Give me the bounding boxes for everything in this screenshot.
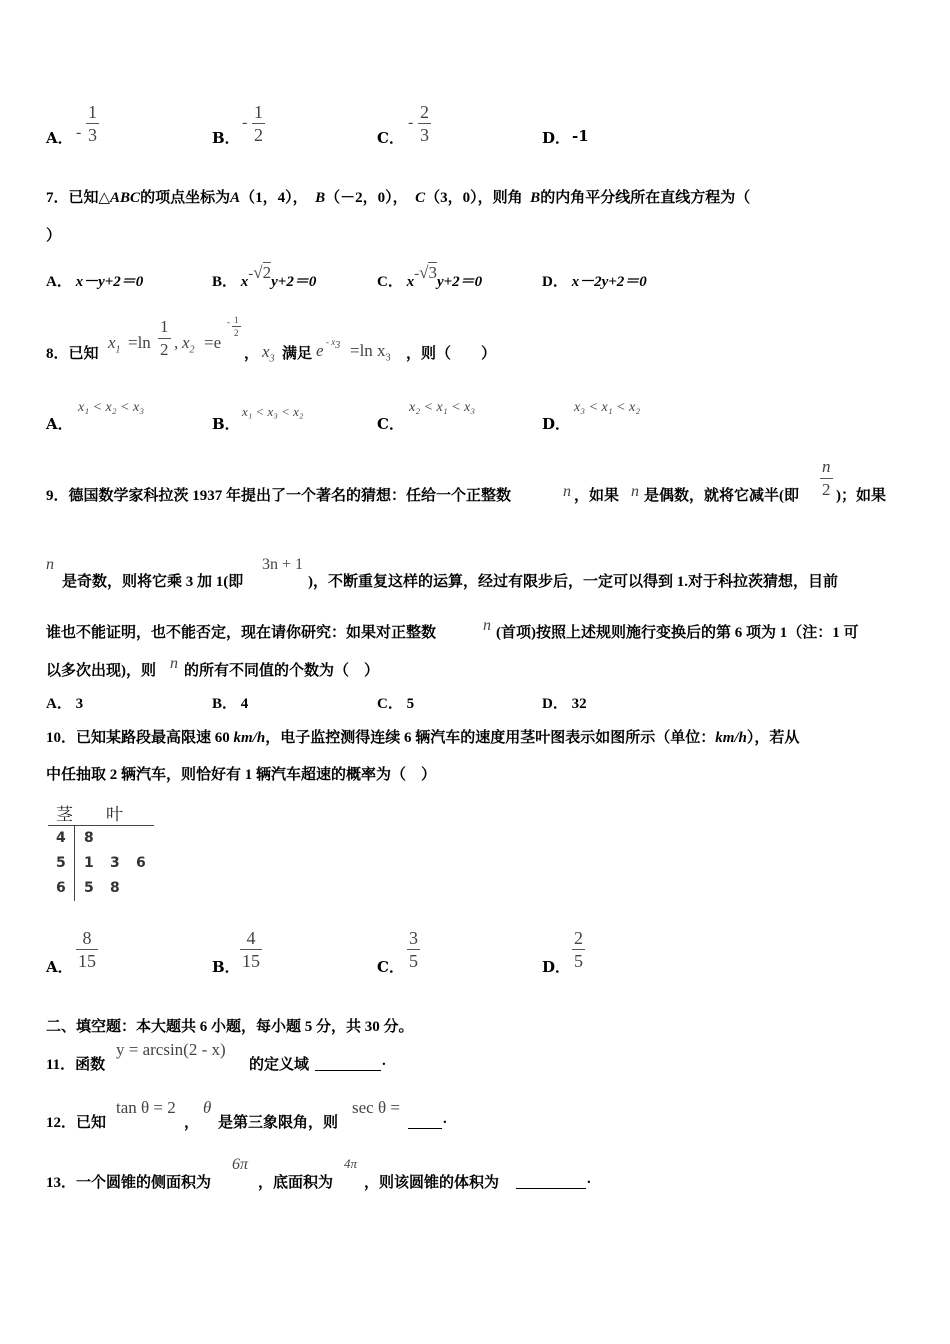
q7-opt-a-label: A． — [46, 274, 72, 290]
q7-opt-c-rest: y+2＝0 — [436, 274, 483, 290]
q13-prefix: 13．一个圆锥的侧面积为 — [46, 1175, 212, 1191]
leaf-value: 6 — [136, 855, 146, 871]
q11-answer-blank[interactable] — [315, 1050, 381, 1071]
q8-options — [46, 398, 906, 438]
q12-theta: θ — [203, 1098, 212, 1117]
q9-half-fraction: n 2 — [822, 457, 831, 499]
q8-opt-a-label: A． — [46, 415, 73, 433]
header-divider — [48, 825, 154, 826]
q10-line2: 中任抽取 2 辆汽车，则恰好有 1 辆汽车超速的概率为（ ） — [46, 767, 437, 783]
q9-n: n — [563, 483, 571, 500]
q6-opt-b-fraction — [252, 102, 265, 145]
q7-opt-b-x: x — [240, 274, 249, 290]
q9-text-line3b: (首项)按照上述规则施行变换后的第 6 项为 1（注：1 可 — [496, 625, 859, 641]
q10-opt-a-fraction: 8 15 — [78, 928, 96, 971]
q9-line4-n: n — [170, 655, 178, 672]
q12-prefix: 12．已知 — [46, 1115, 107, 1131]
q7-opt-b-label: B． — [212, 274, 238, 290]
q8-eq2: =e — [204, 333, 222, 352]
q8-x3: $x_3$ — [262, 342, 275, 365]
q7-coord-a: （1，4）， — [240, 190, 308, 206]
leaf-value: 3 — [110, 855, 120, 871]
q7-opt-b-minus: - — [248, 266, 254, 282]
q9-text-line4a: 以多次出现)，则 — [46, 663, 156, 679]
q9-line4 — [46, 655, 916, 685]
numerator: 2 — [420, 102, 429, 122]
q10-opt-a-label: A． — [46, 958, 73, 976]
q8-sep: ， — [244, 346, 260, 362]
q11-expr: y = arcsin(2 - x) — [116, 1040, 226, 1059]
q6-opt-a-sign: - — [76, 124, 82, 141]
q7-opt-b-rest: y+2＝0 — [271, 274, 317, 290]
q10-line1: 10．已知某路段最高限速 60 km/h，电子监控测得连续 6 辆汽车的速度用茎叶图表示如图所示（单位：km/h），若从 — [46, 730, 800, 746]
q7-coord-b: （－2，0）， — [325, 190, 408, 206]
q8-opt-b-label: B． — [212, 415, 240, 433]
q10-opt-c-label: C． — [377, 958, 404, 976]
leaf-value: 8 — [84, 830, 94, 846]
q9-text-a: 9．德国数学家科拉茨 1937 年提出了一个著名的猜想：任给一个正整数 — [46, 488, 512, 504]
q7-text: 的项点坐标为 — [140, 190, 231, 206]
q8-end: ，则（ ） — [406, 346, 497, 362]
q7-opt-b — [212, 263, 317, 291]
q12-line — [46, 1098, 546, 1132]
q10-unit: km/h — [233, 730, 266, 746]
q9-opt-d: D． 32 — [542, 696, 587, 712]
q7-point-b: B — [315, 190, 326, 206]
denominator: 3 — [88, 125, 97, 145]
q7-point-c: C — [415, 190, 426, 206]
q6-opt-c-sign: - — [408, 114, 414, 131]
section2-title: 二、填空题：本大题共 6 小题，每小题 5 分，共 30 分。 — [46, 1019, 414, 1035]
leaf-value: 5 — [84, 880, 94, 896]
q9-text-repeat: )，不断重复这样的运算，经过有限步后，一定可以得到 1.对于科拉茨猜想，目前 — [308, 574, 838, 590]
q6-opt-c-fraction — [418, 102, 431, 145]
stem-value: 5 — [56, 855, 66, 871]
q8-e2: e — [316, 341, 324, 360]
stem-header: 茎 — [56, 805, 73, 825]
q9-text-line3a: 谁也不能证明，也不能否定，现在请你研究：如果对正整数 — [46, 625, 437, 641]
sqrt-icon: √2 — [253, 263, 272, 282]
q8-exp-sign: - — [227, 317, 230, 327]
q7-opt-d — [542, 270, 647, 291]
q6-opt-b-label: B． — [212, 129, 240, 147]
q9-line3-n: n — [483, 617, 491, 634]
q10-opt-d-fraction: 2 5 — [574, 928, 583, 971]
q7-abc: ABC — [110, 190, 141, 206]
q12-expr2: sec θ = — [352, 1098, 400, 1117]
q9-opt-c: C． 5 — [377, 696, 415, 712]
q8-opt-d: x₃ < x₁ < x₂ — [574, 400, 641, 415]
q6-opt-a-label: A． — [46, 129, 73, 147]
q7-opt-c — [377, 263, 483, 291]
q8-exp-fraction: 1 2 — [234, 315, 239, 338]
q11-post: 的定义域 — [249, 1057, 310, 1073]
q11-prefix: 11．函数 — [46, 1057, 106, 1073]
q8-eq3: =ln $x_3$ — [350, 341, 391, 364]
q7-angle-b: B — [530, 190, 541, 206]
q13-end: . — [587, 1171, 591, 1187]
q11-line — [46, 1040, 546, 1074]
q6-opt-b-sign: - — [242, 114, 248, 131]
q8-half-fraction: 1 2 — [160, 317, 169, 359]
q7-opt-c-minus: - — [414, 266, 420, 282]
q13-line — [46, 1156, 646, 1190]
q6-opt-d-value: -1 — [572, 127, 589, 145]
q12-answer-blank[interactable] — [408, 1108, 442, 1129]
q9-text-b: ，如果 — [574, 488, 620, 504]
q8-x1: $x_1$ — [108, 333, 121, 356]
q7-opt-a — [46, 270, 143, 291]
q7-opt-a-text: x－y+2＝0 — [75, 274, 144, 290]
q9-text-odd: 是奇数，则将它乘 3 加 1(即 — [62, 574, 244, 590]
q13-post: ，则该圆锥的体积为 — [364, 1175, 500, 1191]
q9-line1 — [46, 457, 916, 507]
q13-val1: 6π — [232, 1156, 249, 1173]
q8-opt-c: x₂ < x₁ < x₃ — [409, 400, 476, 415]
denominator: 3 — [420, 125, 429, 145]
q8-opt-b: x₁ < x₃ < x₂ — [242, 404, 304, 419]
q12-end: . — [443, 1111, 447, 1127]
q7-point-a: A — [230, 190, 241, 206]
numerator: 1 — [254, 102, 263, 122]
q7-line2: ） — [46, 228, 62, 244]
stem-leaf-plot — [48, 798, 158, 906]
q8-prefix: 8．已知 — [46, 346, 99, 362]
leaf-value: 8 — [110, 880, 120, 896]
q9-opt-b: B． 4 — [212, 696, 249, 712]
q8-opt-c-label: C． — [377, 415, 404, 433]
numerator: 1 — [88, 102, 97, 122]
q10-options — [46, 928, 646, 978]
q8-comma: , — [174, 333, 179, 352]
q6-opt-a-fraction — [86, 102, 99, 145]
q7-text-end: 的内角平分线所在直线方程为（ — [540, 190, 751, 206]
q8-satisfy: 满足 — [282, 346, 313, 362]
q10-opt-b-fraction: 4 15 — [242, 928, 260, 971]
q12-expr1: tan θ = 2 — [116, 1098, 176, 1117]
q11-end: . — [382, 1053, 386, 1069]
q10-opt-d-label: D． — [542, 958, 571, 976]
q13-val2: 4π — [344, 1156, 358, 1171]
q8-eq1: =ln — [128, 333, 151, 352]
q12-mid: 是第三象限角，则 — [218, 1115, 339, 1131]
q9-text-line4b: 的所有不同值的个数为（ ） — [184, 663, 380, 679]
q8-opt-a: x₁ < x₂ < x₃ — [78, 400, 145, 415]
q8-opt-d-label: D． — [542, 415, 571, 433]
q8-e2-exp: - x3 — [326, 337, 341, 351]
q13-mid: ，底面积为 — [258, 1175, 334, 1191]
q9-n2: n — [631, 483, 639, 500]
denominator: 2 — [254, 125, 263, 145]
q7-opt-d-label: D． — [542, 274, 568, 290]
q7-line1 — [46, 186, 750, 207]
q6-opt-c-label: C． — [377, 129, 404, 147]
q6-opt-d-label: D． — [542, 129, 571, 147]
q9-line2-n: n — [46, 556, 54, 573]
q7-opt-c-label: C． — [377, 274, 403, 290]
sqrt-icon: √3 — [419, 263, 437, 282]
q7-opt-c-x: x — [406, 274, 415, 290]
q9-line3 — [46, 617, 916, 647]
q7-opt-d-text: x－2y+2＝0 — [571, 274, 647, 290]
q7-prefix: 7．已知△ — [46, 190, 111, 206]
q9-line2 — [46, 556, 916, 596]
q9-text-c: 是偶数，就将它减半(即 — [644, 488, 799, 504]
leaf-header: 叶 — [106, 805, 123, 825]
q9-text-d: )；如果 — [836, 488, 886, 504]
q10-unit2: km/h — [715, 730, 747, 746]
stem-value: 4 — [56, 830, 66, 846]
q8-x2: $x_2$ — [182, 333, 195, 356]
leaf-value: 1 — [84, 855, 94, 871]
stem-divider — [74, 825, 75, 901]
stem-value: 6 — [56, 880, 66, 896]
q10-opt-b-label: B． — [212, 958, 240, 976]
q13-answer-blank[interactable] — [516, 1168, 586, 1189]
q10-opt-c-fraction: 3 5 — [409, 928, 418, 971]
q9-expr: 3n + 1 — [262, 556, 304, 573]
q12-sep: ， — [184, 1115, 200, 1131]
q9-opt-a: A． 3 — [46, 696, 84, 712]
q7-coord-c: （3，0），则角 — [425, 190, 523, 206]
